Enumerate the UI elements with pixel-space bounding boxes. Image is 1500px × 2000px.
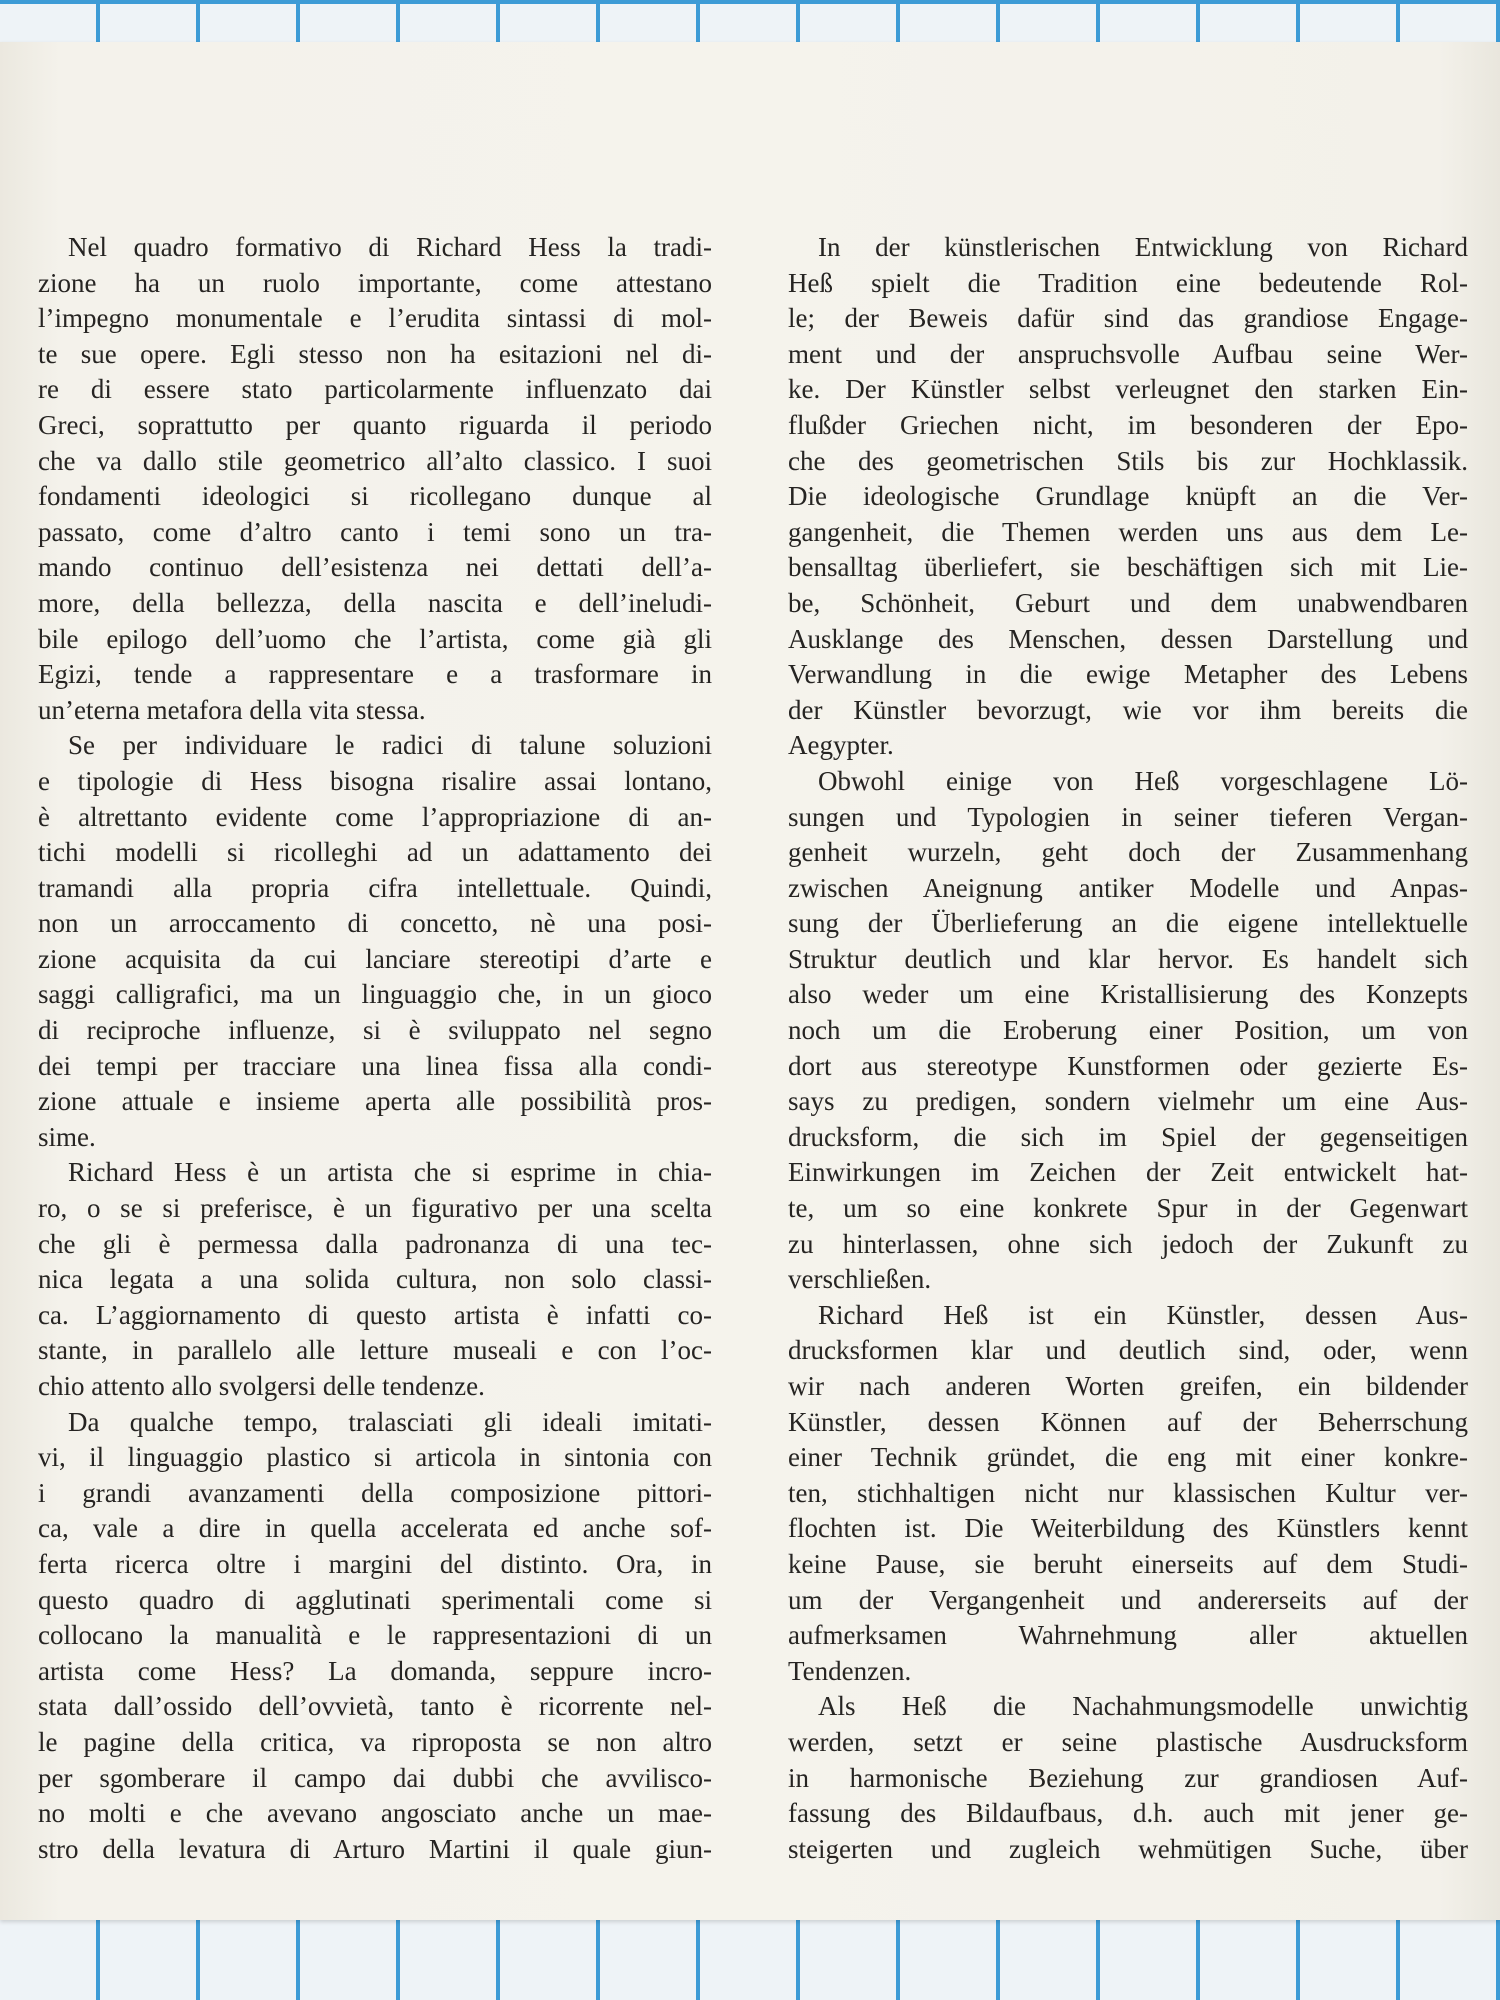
text-line: zione attuale e insieme aperta alle possibilità pros- xyxy=(38,1086,712,1117)
text-line: keine Pause, sie beruht einerseits auf dem Studi- xyxy=(788,1548,1468,1579)
text-line: e tipologie di Hess bisogna risalire assai lontano, xyxy=(38,765,712,796)
text-line: bile epilogo dell’uomo che l’artista, come già gli xyxy=(38,623,712,654)
text-line: è altrettanto evidente come l’appropriazione di an- xyxy=(38,801,712,832)
text-line: In der künstlerischen Entwicklung von Richard xyxy=(818,232,1468,262)
text-line: te sue opere. Egli stesso non ha esitazioni nel di- xyxy=(38,338,712,369)
text-line: drucksform, die sich im Spiel der gegenseitigen xyxy=(788,1121,1468,1152)
text-line: einer Technik gründet, die eng mit einer konkre- xyxy=(788,1442,1468,1473)
text-line: drucksformen klar und deutlich sind, oder, wenn xyxy=(788,1335,1468,1366)
text-line: Struktur deutlich und klar hervor. Es handelt sich xyxy=(788,943,1468,974)
text-line: Egizi, tende a rappresentare e a trasformare in xyxy=(38,659,712,690)
book-page xyxy=(0,42,1500,1920)
text-line: artista come Hess? La domanda, seppure incro- xyxy=(38,1655,712,1686)
text-line: more, della bellezza, della nascita e dell’ineludi- xyxy=(38,587,712,618)
text-line: be, Schönheit, Geburt und dem unabwendbaren xyxy=(788,587,1468,618)
text-line: le; der Beweis dafür sind das grandiose Engage- xyxy=(788,303,1468,334)
text-line: saggi calligrafici, ma un linguaggio che, in un gioco xyxy=(38,979,712,1010)
text-line: questo quadro di agglutinati sperimentali come si xyxy=(38,1584,712,1615)
text-line: un’eterna metafora della vita stessa. xyxy=(38,694,426,725)
text-line: ca. L’aggiornamento di questo artista è infatti co- xyxy=(38,1299,712,1330)
paragraph xyxy=(788,1689,1468,1867)
text-line: ment und der anspruchsvolle Aufbau seine Wer- xyxy=(788,338,1468,369)
paragraph xyxy=(38,230,712,728)
text-line: te, um so eine konkrete Spur in der Gegenwart xyxy=(788,1193,1468,1224)
text-line: tichi modelli si ricolleghi ad un adattamento dei xyxy=(38,837,712,868)
text-line: Verwandlung in die ewige Metapher des Lebens xyxy=(788,659,1468,690)
text-line: aufmerksamen Wahrnehmung aller aktuellen xyxy=(788,1620,1468,1651)
text-line: Nel quadro formativo di Richard Hess la tradi- xyxy=(68,232,712,262)
text-line: wir nach anderen Worten greifen, ein bildender xyxy=(788,1371,1468,1401)
text-line: bensalltag überliefert, sie beschäftigen sich mit Lie- xyxy=(788,552,1468,583)
text-line: che va dallo stile geometrico all’alto classico. I suoi xyxy=(38,445,712,476)
text-line: says zu predigen, sondern vielmehr um eine Aus- xyxy=(788,1086,1468,1117)
text-line: che gli è permessa dalla padronanza di una tec- xyxy=(38,1228,712,1259)
text-line: nica legata a una solida cultura, non solo classi- xyxy=(38,1264,712,1295)
text-line: collocano la manualità e le rappresentazioni di un xyxy=(38,1620,712,1651)
text-line: ke. Der Künstler selbst verleugnet den starken Ein- xyxy=(788,374,1468,405)
text-line: l’impegno monumentale e l’erudita sintassi di mol- xyxy=(38,303,712,334)
text-line: Greci, soprattutto per quanto riguarda il periodo xyxy=(38,409,712,440)
text-line: Richard Heß ist ein Künstler, dessen Aus- xyxy=(818,1299,1468,1330)
text-line: zwischen Aneignung antiker Modelle und Anpas- xyxy=(788,872,1468,903)
text-line: i grandi avanzamenti della composizione pittori- xyxy=(38,1477,712,1508)
text-line: Einwirkungen im Zeichen der Zeit entwickelt hat- xyxy=(788,1157,1468,1188)
text-line: dei tempi per tracciare una linea fissa alla condi- xyxy=(38,1050,712,1081)
text-line: verschließen. xyxy=(788,1264,932,1295)
text-line: sung der Überlieferung an die eigene intellektuelle xyxy=(788,908,1468,939)
text-line: Als Heß die Nachahmungsmodelle unwichtig xyxy=(818,1691,1468,1722)
italian-text-column xyxy=(38,230,712,1867)
text-line: zione acquisita da cui lanciare stereotipi d’arte e xyxy=(38,943,712,974)
text-line: fassung des Bildaufbaus, d.h. auch mit jener ge- xyxy=(788,1798,1468,1829)
text-line: Ausklange des Menschen, dessen Darstellung und xyxy=(788,623,1468,654)
text-line: werden, setzt er seine plastische Ausdrucksform xyxy=(788,1726,1468,1757)
text-line: per sgomberare il campo dai dubbi che avvilisco- xyxy=(38,1762,712,1793)
text-line: Künstler, dessen Können auf der Beherrschung xyxy=(788,1406,1468,1437)
text-line: stante, in parallelo alle letture museali e con l’oc- xyxy=(38,1335,712,1366)
text-line: flochten ist. Die Weiterbildung des Künstlers kennt xyxy=(788,1513,1468,1544)
text-line: noch um die Eroberung einer Position, um von xyxy=(788,1015,1468,1046)
text-line: le pagine della critica, va riproposta se non altro xyxy=(38,1726,712,1757)
paragraph xyxy=(38,1405,712,1868)
text-line: fondamenti ideologici si ricollegano dunque al xyxy=(38,481,712,512)
text-line: also weder um eine Kristallisierung des Konzepts xyxy=(788,979,1468,1010)
paragraph xyxy=(788,230,1468,764)
text-line: sungen und Typologien in seiner tieferen Vergan- xyxy=(788,801,1468,832)
text-line: um der Vergangenheit und andererseits auf der xyxy=(788,1584,1468,1615)
text-line: stata dall’ossido dell’ovvietà, tanto è ricorrente nel- xyxy=(38,1691,712,1722)
text-line: vi, il linguaggio plastico si articola in sintonia con xyxy=(38,1442,712,1473)
text-line: non un arroccamento di concetto, nè una posi- xyxy=(38,908,712,939)
text-line: der Künstler bevorzugt, wie vor ihm bereits die xyxy=(788,694,1468,725)
text-line: passato, come d’altro canto i temi sono un tra- xyxy=(38,516,712,547)
paragraph xyxy=(38,1155,712,1404)
text-line: flußder Griechen nicht, im besonderen der Epo- xyxy=(788,409,1468,440)
text-line: Richard Hess è un artista che si esprime in chia- xyxy=(68,1157,712,1188)
text-line: Tendenzen. xyxy=(788,1655,912,1686)
text-line: in harmonische Beziehung zur grandiosen Auf- xyxy=(788,1762,1468,1793)
text-line: chio attento allo svolgersi delle tendenze. xyxy=(38,1371,485,1401)
text-line: ten, stichhaltigen nicht nur klassischen Kultur ver- xyxy=(788,1477,1468,1508)
text-line: dort aus stereotype Kunstformen oder gezierte Es- xyxy=(788,1050,1468,1081)
text-line: ferta ricerca oltre i margini del distinto. Ora, in xyxy=(38,1548,712,1579)
text-line: Obwohl einige von Heß vorgeschlagene Lö- xyxy=(818,765,1468,796)
text-line: ca, vale a dire in quella accelerata ed anche sof- xyxy=(38,1513,712,1544)
text-line: re di essere stato particolarmente influenzato dai xyxy=(38,374,712,405)
text-line: gangenheit, die Themen werden uns aus dem Le- xyxy=(788,516,1468,547)
paragraph xyxy=(788,764,1468,1298)
text-line: tramandi alla propria cifra intellettuale. Quindi, xyxy=(38,872,712,903)
text-line: sime. xyxy=(38,1121,96,1152)
text-line: Se per individuare le radici di talune soluzioni xyxy=(68,730,712,761)
text-line: di reciproche influenze, si è sviluppato nel segno xyxy=(38,1015,712,1046)
german-text-column xyxy=(788,230,1468,1867)
text-line: Da qualche tempo, tralasciati gli ideali imitati- xyxy=(68,1406,712,1437)
text-line: Die ideologische Grundlage knüpft an die Ver- xyxy=(788,481,1468,512)
text-line: steigerten und zugleich wehmütigen Suche, über xyxy=(788,1833,1468,1864)
paragraph xyxy=(38,728,712,1155)
text-line: ro, o se si preferisce, è un figurativo per una scelta xyxy=(38,1193,712,1224)
text-line: Heß spielt die Tradition eine bedeutende Rol- xyxy=(788,267,1468,298)
text-line: zione ha un ruolo importante, come attestano xyxy=(38,267,712,298)
text-line: mando continuo dell’esistenza nei dettati dell’a- xyxy=(38,552,712,583)
paragraph xyxy=(788,1298,1468,1690)
text-line: Aegypter. xyxy=(788,730,894,761)
text-line: stro della levatura di Arturo Martini il quale giun- xyxy=(38,1833,712,1864)
text-line: no molti e che avevano angosciato anche un mae- xyxy=(38,1798,712,1829)
text-line: genheit wurzeln, geht doch der Zusammenhang xyxy=(788,837,1468,868)
text-line: zu hinterlassen, ohne sich jedoch der Zukunft zu xyxy=(788,1228,1468,1259)
text-line: che des geometrischen Stils bis zur Hochklassik. xyxy=(788,445,1468,476)
